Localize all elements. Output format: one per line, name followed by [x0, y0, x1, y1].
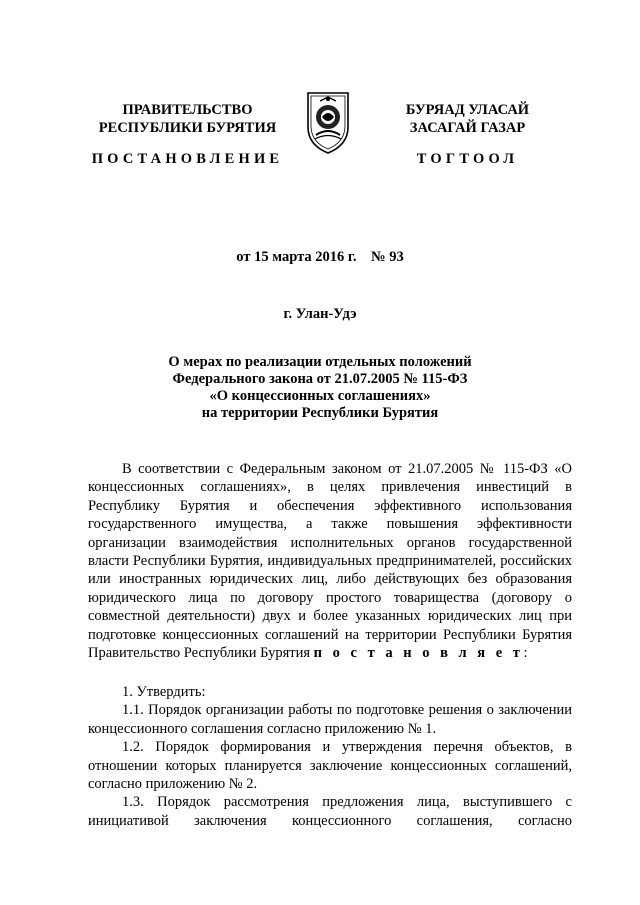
preamble-paragraph — [88, 460, 572, 662]
item-1: 1. Утвердить: — [122, 684, 206, 700]
title-line4: на территории Республики Бурятия — [201, 405, 439, 421]
header-left-line1: ПРАВИТЕЛЬСТВО — [122, 102, 253, 118]
title-line3: «О концессионных соглашениях» — [209, 388, 431, 404]
item-1-1: 1.1. Порядок организации работы по подготовке решения о заключении концессионного соглашения согласно приложению № 1. — [88, 702, 572, 737]
title-line2: Федерального закона от 21.07.2005 № 115-ФЗ — [172, 371, 468, 387]
header-left — [80, 101, 295, 137]
header-right-line2: ЗАСАГАЙ ГАЗАР — [409, 120, 526, 136]
decree-colon: : — [523, 645, 528, 662]
header-left-line2: РЕСПУБЛИКИ БУРЯТИЯ — [98, 120, 277, 136]
date-number: от 15 марта 2016 г. № 93 — [236, 249, 404, 265]
header-right — [360, 101, 575, 137]
document-items — [88, 683, 572, 830]
document-body — [88, 460, 572, 662]
doc-type-left: ПОСТАНОВЛЕНИЕ — [91, 151, 284, 167]
document-title — [90, 354, 550, 422]
decree-word: п о с т а н о в л я е т — [313, 645, 524, 662]
title-line1: О мерах по реализации отдельных положений — [168, 354, 472, 370]
preamble-text: В соответствии с Федеральным законом от 21.07.2005 № 115-ФЗ «О концессионных соглашениях», в целях привлечения инвестиций в Республику Бурятия и обеспечения эффективного использования государственного имущества, а также повышения эффективности организации взаимодействия исполнительных органов государственной власти Республики Бурятия, индивидуальных предпринимателей, российских или иностранных юридических лиц, либо действующих без образования юридического лица по договору простого товарищества (договору о совместной деятельности) двух и более указанных юридических лиц при подготовке концессионных соглашений на территории Республики Бурятия Правительство Республики Бурятия — [88, 461, 572, 662]
item-1-3: 1.3. Порядок рассмотрения предложения лица, выступившего с инициативой заключения концессионного соглашения, согласно — [88, 794, 572, 829]
city: г. Улан-Удэ — [283, 306, 357, 322]
doc-type-right: ТОГТООЛ — [416, 151, 519, 167]
header-right-line1: БУРЯАД УЛАСАЙ — [405, 102, 530, 118]
coat-of-arms-icon — [300, 87, 356, 155]
item-1-2: 1.2. Порядок формирования и утверждения перечня объектов, в отношении которых планируется заключение концессионных соглашений, согласно приложению № 2. — [88, 739, 572, 793]
